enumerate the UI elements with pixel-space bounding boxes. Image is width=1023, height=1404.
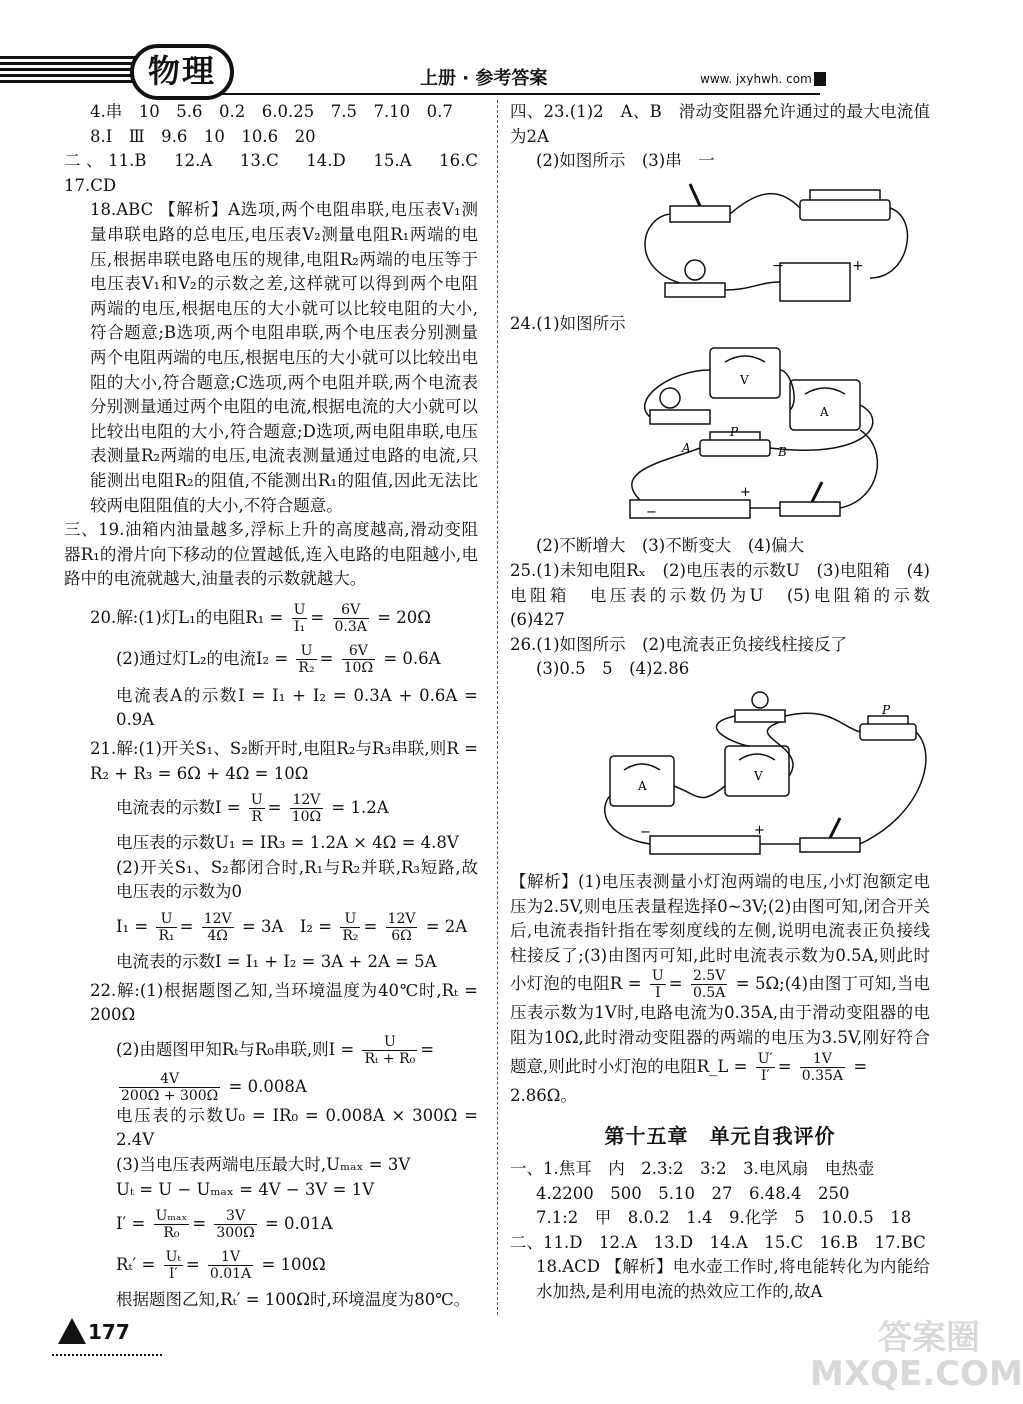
header-square bbox=[814, 72, 826, 86]
fraction: $\frac{12V}{6\Omega}$ bbox=[387, 911, 416, 945]
label-a: A bbox=[682, 441, 691, 456]
lamp-base bbox=[735, 710, 785, 722]
header-url: www. jxyhwh. com bbox=[700, 72, 812, 86]
left-column bbox=[64, 100, 495, 1313]
circuit-figure-26 bbox=[540, 686, 960, 866]
plus-label: + bbox=[852, 257, 864, 274]
answer-26-line2: (3)0.5 5 (4)2.86 bbox=[536, 659, 690, 679]
fraction: $\frac{U}{I}$ bbox=[651, 968, 664, 1002]
answer-20-line1: 20.解:(1)灯L₁的电阻R₁ = $\frac{U}{\text{I₁}}$ = $\frac{6V}{0.3A}$ = 20Ω bbox=[90, 601, 431, 635]
minus-label: − bbox=[640, 824, 651, 840]
battery bbox=[780, 263, 850, 301]
answer-26-result: 2.86Ω。 bbox=[510, 1085, 577, 1105]
label-b: B bbox=[778, 445, 787, 460]
lamp-bulb bbox=[660, 388, 680, 408]
switch-base bbox=[670, 206, 730, 222]
minus-label: − bbox=[646, 505, 657, 521]
fraction: $\frac{4V}{200\Omega + 300\Omega}$ bbox=[121, 1070, 219, 1104]
header-title: 上册 · 参考答案 bbox=[420, 68, 548, 89]
subject-badge: 物理 bbox=[130, 44, 234, 100]
switch-lever bbox=[690, 184, 700, 206]
rheostat-slider bbox=[810, 190, 880, 200]
answer-23-line1: 四、23.(1)2 A、B 滑动变阻器允许通过的最大电流值为2A bbox=[510, 102, 930, 146]
fraction: $\frac{\text{Uₘₐₓ}}{\text{R₀}}$ bbox=[155, 1208, 188, 1242]
answer-21-line3: 电压表的示数U₁ = IR₃ = 1.2A × 4Ω = 4.8V bbox=[116, 833, 459, 853]
rheostat-body bbox=[860, 724, 916, 740]
circuit-figure-24 bbox=[550, 340, 970, 530]
mountain-icon bbox=[58, 1318, 86, 1344]
right-column bbox=[510, 100, 947, 1305]
answer-22-line9: 根据题图乙知,Rₜ′ = 100Ω时,环境温度为80℃。 bbox=[116, 1290, 471, 1310]
answer-21-line5: I₁ = $\frac{U}{\text{R₁}}$ = $\frac{12V}{4\Omega}$ = 3A I₂ = $\frac{U}{\text{R₂}}$ = $\frac{12V}{6\Omega}$ = 2A bbox=[116, 911, 468, 945]
fraction: $\frac{6V}{0.3A}$ bbox=[334, 601, 367, 635]
answer-21-line4: (2)开关S₁、S₂都闭合时,R₁与R₂并联,R₃短路,故电压表的示数为0 bbox=[116, 857, 478, 902]
fraction: $\frac{U'}{I'}$ bbox=[757, 1050, 773, 1084]
minus-label: − bbox=[772, 257, 784, 274]
lamp-bulb bbox=[685, 260, 705, 280]
answer-20-line3: 电流表A的示数I = I₁ + I₂ = 0.3A + 0.6A = 0.9A bbox=[116, 685, 478, 730]
answer-22-line4: 电压表的示数U₀ = IR₀ = 0.008A × 300Ω = 2.4V bbox=[116, 1105, 478, 1150]
review-line: 一、1.焦耳 内 2.3:2 3:2 3.电风扇 电热壶 bbox=[510, 1159, 875, 1179]
answer-line: 4.串 10 5.6 0.2 6.0.25 7.5 7.10 0.7 bbox=[90, 102, 453, 121]
fraction: $\frac{U}{\text{Rₜ + R₀}}$ bbox=[364, 1033, 416, 1067]
answer-22-line6: Uₜ = U − Uₘₐₓ = 4V − 3V = 1V bbox=[116, 1179, 375, 1199]
switch-base bbox=[800, 838, 860, 852]
battery-holder bbox=[650, 836, 760, 854]
review-line: 18.ACD 【解析】电水壶工作时,将电能转化为内能给水加热,是利用电流的热效应工作的,故A bbox=[536, 1257, 930, 1302]
lamp-base bbox=[650, 410, 710, 424]
fraction: $\frac{12V}{10\Omega}$ bbox=[291, 792, 322, 826]
answer-22-line8: Rₜ′ = $\frac{\text{Uₜ}}{I'}$ = $\frac{1V}{0.01A}$ = 100Ω bbox=[116, 1249, 326, 1283]
voltmeter-label: V bbox=[754, 768, 763, 783]
fraction: $\frac{6V}{10\Omega}$ bbox=[343, 642, 374, 676]
plus-label: + bbox=[740, 485, 751, 501]
review-line: 二、11.D 12.A 13.D 14.A 15.C 16.B 17.BC bbox=[510, 1232, 926, 1252]
answer-19: 三、19.油箱内油量越多,浮标上升的高度越高,滑动变阻器R₁的滑片向下移动的位置越低,连入电路的电阻越小,电路中的电流就越大,油量表的示数就越大。 bbox=[64, 520, 478, 589]
switch-base bbox=[780, 502, 840, 516]
answer-22-line7: I′ = $\frac{\text{Uₘₐₓ}}{\text{R₀}}$ = $\frac{3V}{300\Omega}$ = 0.01A bbox=[116, 1208, 333, 1242]
fraction: $\frac{1V}{0.01A}$ bbox=[209, 1249, 252, 1283]
voltmeter-label: V bbox=[740, 373, 749, 388]
circuit-figure-23 bbox=[550, 178, 970, 308]
column-divider bbox=[497, 100, 499, 1315]
answer-22-line5: (3)当电压表两端电压最大时,Uₘₐₓ = 3V bbox=[116, 1155, 411, 1174]
fraction: $\frac{U}{R}$ bbox=[250, 792, 263, 826]
fraction: $\frac{2.5V}{0.5A}$ bbox=[692, 968, 726, 1002]
answer-line: 二、11.B 12.A 13.C 14.D 15.A 16.C 17.CD bbox=[64, 151, 495, 195]
answer-22-line2: (2)由题图甲知Rₜ与R₀串联,则I = $\frac{U}{\text{Rₜ + R₀}}$ = bbox=[116, 1033, 435, 1067]
lamp-base bbox=[665, 283, 725, 297]
watermark: 答案圈 MXQE.COM bbox=[810, 1318, 1023, 1394]
answer-25: 25.(1)未知电阻Rₓ (2)电压表的示数U (3)电阻箱 (4)电阻箱 电压表的示数仍为U (5)电阻箱的示数 (6)427 bbox=[510, 560, 947, 630]
fraction: $\frac{U}{\text{I₁}}$ bbox=[293, 601, 306, 635]
fraction: $\frac{12V}{4\Omega}$ bbox=[203, 911, 232, 945]
chapter-heading: 第十五章 单元自我评价 bbox=[604, 1124, 836, 1149]
ammeter-label: A bbox=[820, 405, 829, 420]
fraction: $\frac{1V}{0.35A}$ bbox=[801, 1050, 844, 1084]
header-stripes bbox=[0, 56, 150, 86]
fraction: $\frac{3V}{300\Omega}$ bbox=[216, 1208, 255, 1242]
answer-22-line3: $\frac{4V}{200\Omega + 300\Omega}$ = 0.008A bbox=[121, 1070, 307, 1104]
plus-label: + bbox=[754, 822, 765, 838]
answer-21-line1: 21.解:(1)开关S₁、S₂断开时,电阻R₂与R₃串联,则R = R₂ + R₃ = 6Ω + 4Ω = 10Ω bbox=[90, 739, 478, 783]
answer-line: 8.Ⅰ Ⅲ 9.6 10 10.6 20 bbox=[90, 126, 316, 146]
answer-26-analysis: 【解析】(1)电压表测量小灯泡两端的电压,小灯泡额定电压为2.5V,则电压表量程选择0~3V;(2)由图可知,闭合开关后,电流表指针指在零刻度线的左侧,说明电流表正负接线柱接反了;(3)由图丙可知,此时电流表示数为0.5A,则此时小灯泡的电阻R = $\frac{U}{I}$ = $\frac{2.5V}{0.5A}$ = 5Ω;(4)由图丁可知,当电压表示数为1V时,电路电流为0.35A,由于滑动变阻器的电阻为10Ω,此时滑动变阻器的两端的电压为3.5V,刚好符合题意,则此时小灯泡的电阻R_L = $\frac{U'}{I'}$ = $\frac{1V}{0.35A}$ = bbox=[510, 871, 930, 1084]
answer-26-line1: 26.(1)如图所示 (2)电流表正负接线柱接反了 bbox=[510, 634, 847, 654]
header-rule bbox=[220, 93, 820, 95]
answer-23-line2: (2)如图所示 (3)串 一 bbox=[536, 151, 715, 171]
review-line: 7.1:2 甲 8.0.2 1.4 9.化学 5 10.0.5 18 bbox=[536, 1208, 912, 1228]
ammeter-label: A bbox=[638, 778, 647, 793]
answer-22-line1: 22.解:(1)根据题图乙知,当环境温度为40℃时,Rₜ = 200Ω bbox=[90, 980, 478, 1025]
wave-decoration bbox=[52, 1346, 162, 1356]
answer-21-line2: 电流表的示数I = $\frac{U}{R}$ = $\frac{12V}{10\Omega}$ = 1.2A bbox=[116, 792, 389, 826]
fraction: $\frac{\text{Uₜ}}{I'}$ bbox=[165, 1249, 181, 1283]
lamp-bulb bbox=[752, 692, 768, 708]
answer-24-line1: 24.(1)如图所示 bbox=[510, 313, 626, 333]
review-line: 4.2200 500 5.10 27 6.48.4 250 bbox=[536, 1183, 850, 1203]
fraction: $\frac{U}{\text{R₂}}$ bbox=[298, 642, 315, 676]
answer-20-line2: (2)通过灯L₂的电流I₂ = $\frac{U}{\text{R₂}}$ = $\frac{6V}{10\Omega}$ = 0.6A bbox=[116, 642, 441, 676]
fraction: $\frac{U}{\text{R₁}}$ bbox=[158, 911, 175, 945]
rheostat-body bbox=[700, 440, 770, 456]
label-p: P bbox=[882, 702, 891, 717]
answer-21-line6: 电流表的示数I = I₁ + I₂ = 3A + 2A = 5A bbox=[116, 952, 437, 972]
rheostat-body bbox=[800, 200, 890, 220]
fraction: $\frac{U}{\text{R₂}}$ bbox=[342, 911, 359, 945]
page-number-text: 177 bbox=[88, 1320, 130, 1344]
answer-24-line2: (2)不断增大 (3)不断变大 (4)偏大 bbox=[536, 536, 805, 556]
page-header bbox=[0, 38, 1000, 96]
answer-18: 18.ABC 【解析】A选项,两个电阻串联,电压表V₁测量串联电路的总电压,电压表V₂测量电阻R₁两端的电压,根据串联电路电压的规律,电阻R₂两端的电压等于电压表V₁和V₂的示数之差,这样就可以得到两个电阻两端的电压,根据电压的大小就可以比较电阻的大小,符合题意;B选项,两个电阻串联,两个电压表分别测量两个电阻两端的电压,根据电压的大小就可以比较出电阻的大小,符合题意;C选项,两个电阻并联,两个电流表分别测量通过两个电阻的电流,根据电流的大小就可以比较出电阻的大小,符合题意;D选项,两电阻串联,电压表测量R₂两端的电压,电流表测量通过电路的电流,只能测出电阻R₂的阻值,不能测出R₁的阻值,因此无法比较两电阻阻值的大小,不符合题意。 bbox=[90, 200, 478, 515]
label-p: P bbox=[730, 425, 739, 440]
